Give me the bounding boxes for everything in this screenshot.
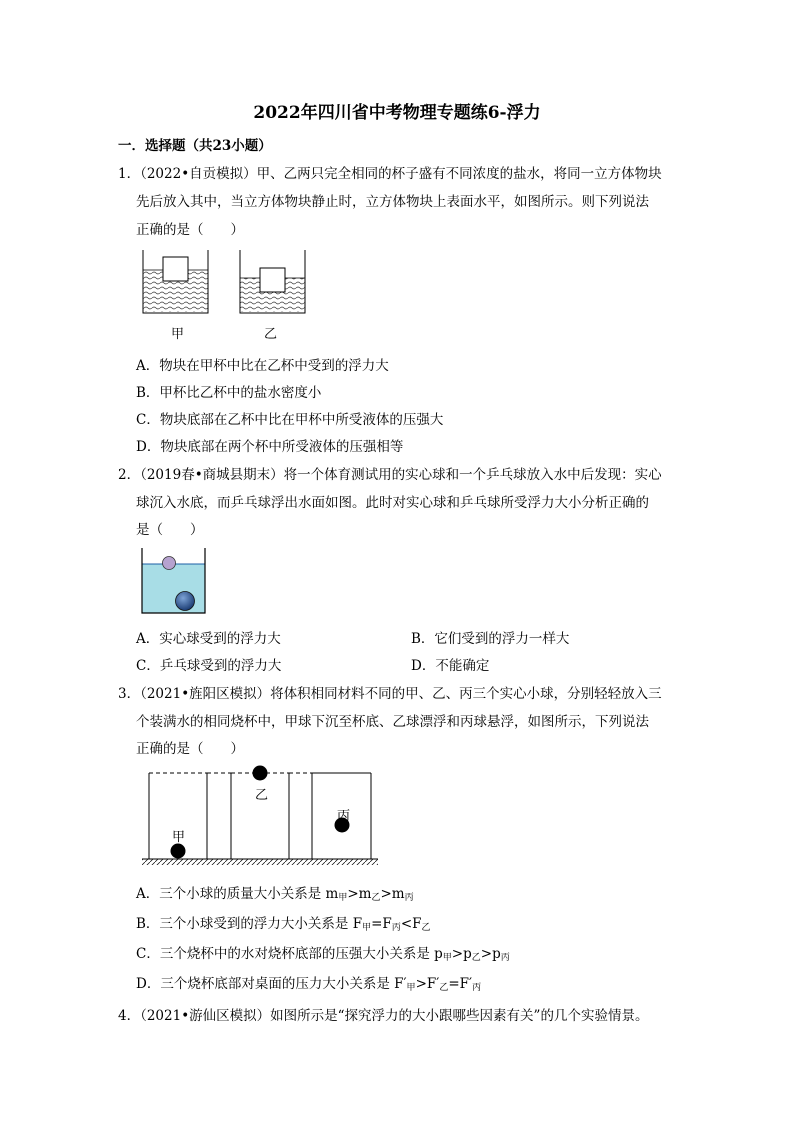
q3-label-bing: 丙 [337,809,351,824]
q3-label-jia: 甲 [172,830,186,845]
q2-option-d: D．不能确定 [411,658,490,674]
q3-option-c: C．三个烧杯中的水对烧杯底部的压强大小关系是 $p_甲>p_乙>p_丙$ [136,946,510,963]
q1-option-b: B．甲杯比乙杯中的盐水密度小 [136,385,322,401]
q2-option-c: C．乒乓球受到的浮力大 [136,658,282,674]
q3-stem-line1: 3．（2021•旌阳区模拟）将体积相同材料不同的甲、乙、丙三个实心小球，分别轻轻放入三 [118,686,662,702]
q2-stem-line3: 是（ ） [136,522,204,538]
cube-yi [260,268,285,292]
solid-ball [176,592,195,611]
q3-option-a: A．三个小球的质量大小关系是 $m_甲>m_乙>m_丙$ [136,886,414,903]
cube-jia [163,257,188,281]
q1-stem-line2: 先后放入其中，当立方体物块静止时，立方体物块上表面水平，如图所示。则下列说法 [136,194,649,210]
q1-option-a: A．物块在甲杯中比在乙杯中受到的浮力大 [136,358,389,374]
section-heading: 一．选择题（共23小题） [118,138,272,154]
q1-stem-line1: 1．（2022•自贡模拟）甲、乙两只完全相同的杯子盛有不同浓度的盐水，将同一立方体物块 [118,166,662,182]
q1-option-d: D．物块底部在两个杯中所受液体的压强相等 [136,439,404,455]
q2-figure [141,546,207,616]
ball-jia [171,844,186,859]
q4-stem-line1: 4．（2021•游仙区模拟）如图所示是“探究浮力的大小跟哪些因素有关”的几个实验情景。 [118,1008,649,1024]
page-title: 2022年四川省中考物理专题练6-浮力 [253,103,541,123]
q2-stem-line1: 2．（2019春•商城县期末）将一个体育测试用的实心球和一个乒乓球放入水中后发现：实心 [118,467,662,483]
q3-option-b: B．三个小球受到的浮力大小关系是 $F_甲=F_丙<F_乙$ [136,916,431,933]
ball-yi [253,766,268,781]
beaker-jia [143,250,208,313]
ping-pong-ball [163,557,176,570]
q3-stem-line2: 个装满水的相同烧杯中，甲球下沉至杯底、乙球漂浮和丙球悬浮，如图所示，下列说法 [136,714,649,730]
q2-option-a: A．实心球受到的浮力大 [136,631,281,647]
q3-label-yi: 乙 [255,788,269,803]
q1-stem-line3: 正确的是（ ） [136,222,244,238]
q1-label-jia: 甲 [171,327,185,342]
q3-option-d: D．三个烧杯底部对桌面的压力大小关系是 $F'_甲>F'_乙=F'_丙$ [136,976,482,993]
beaker-yi [240,250,305,313]
q3-stem-line3: 正确的是（ ） [136,741,244,757]
q2-stem-line2: 球沉入水底，而乒乓球浮出水面如图。此时对实心球和乒乓球所受浮力大小分析正确的 [136,495,649,511]
q1-option-c: C．物块底部在乙杯中比在甲杯中所受液体的压强大 [136,412,444,428]
q2-option-b: B．它们受到的浮力一样大 [411,631,570,647]
q1-label-yi: 乙 [264,327,278,342]
